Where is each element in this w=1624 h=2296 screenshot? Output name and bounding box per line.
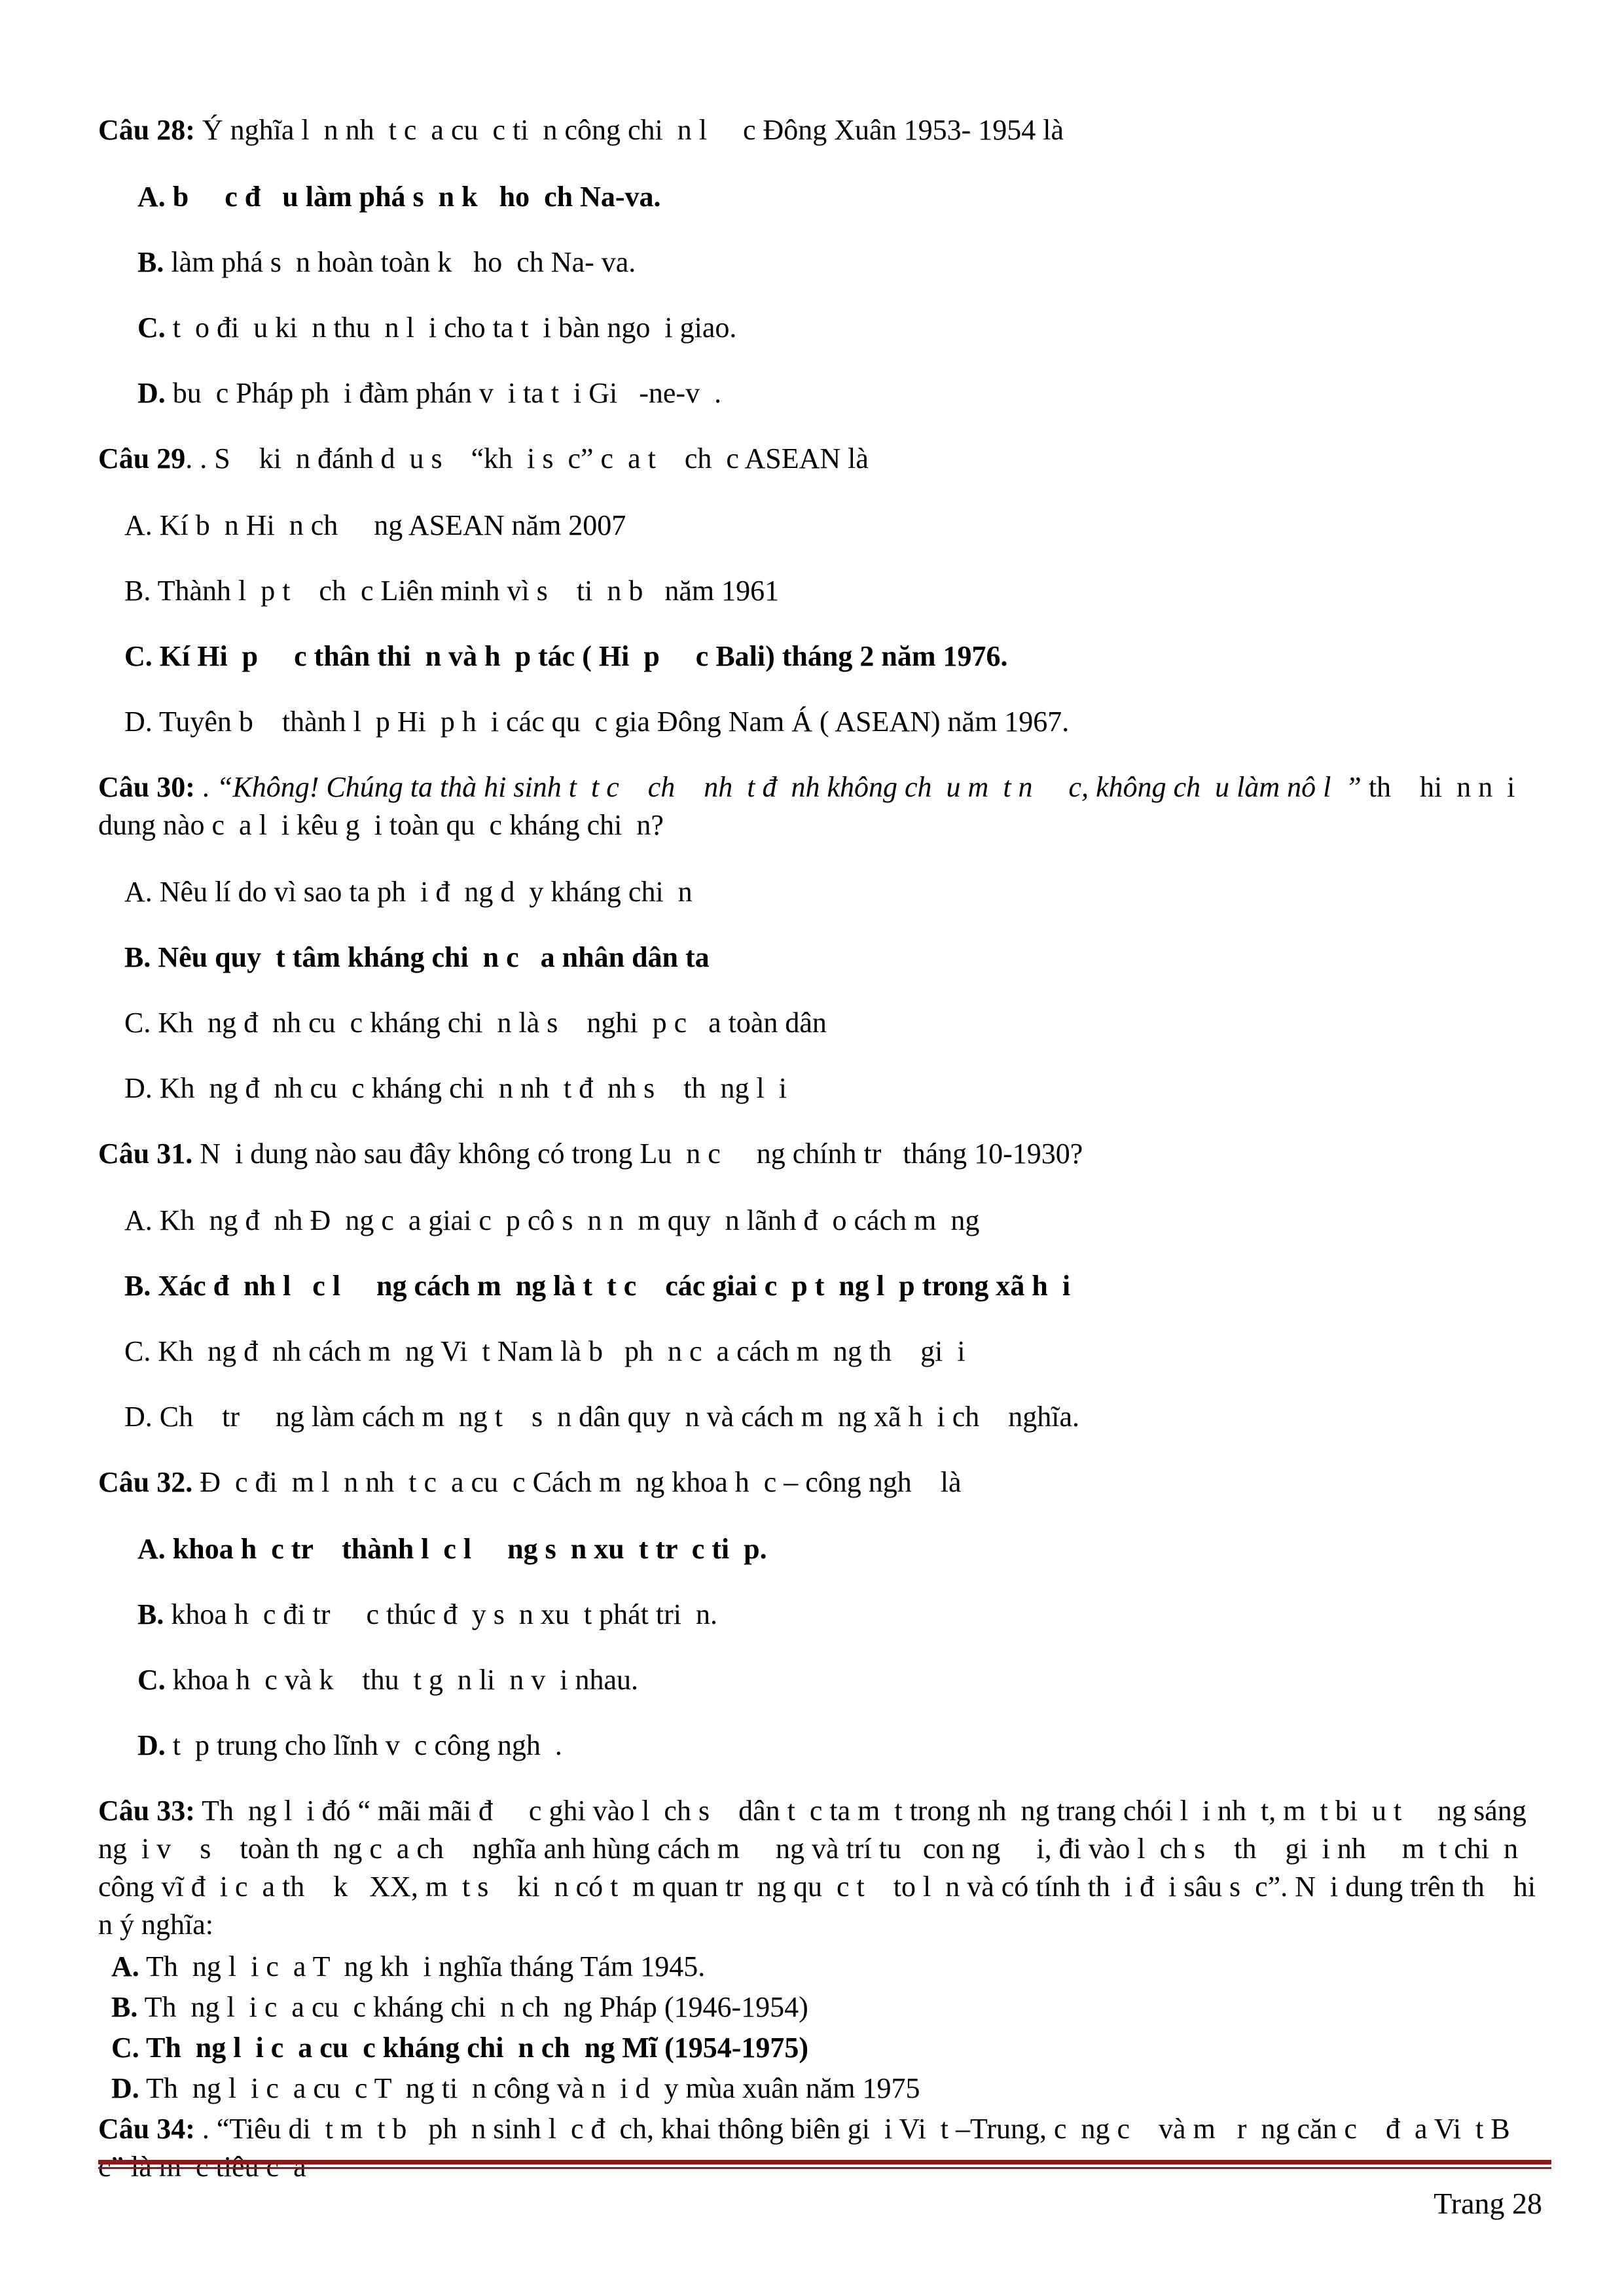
option-label: A. — [137, 181, 166, 213]
question-34 — [98, 2110, 1538, 2186]
option-d — [98, 1727, 1538, 1765]
question-number: Câu 30: — [98, 771, 195, 803]
option-b — [98, 939, 1538, 977]
question-number: Câu 28: — [98, 114, 195, 146]
option-c — [98, 1333, 1538, 1371]
option-b — [98, 243, 1538, 281]
question-text: . “Tiêu di t m t b ph n sinh l c đ ch, khai thông biên gi i Vi t –Trung, c ng c và m r ng căn c đ a Vi t B — [202, 2113, 1510, 2145]
question-number: Câu 29 — [98, 442, 186, 475]
option-text: Th ng l i c a T ng kh i nghĩa tháng Tám 1945. — [139, 1950, 706, 1982]
option-text: Kh ng đ nh cu c kháng chi n nh t đ nh s th ng l i — [152, 1072, 787, 1104]
option-label: B. — [124, 1270, 151, 1302]
option-label: B. — [137, 246, 164, 278]
question-text: . . S ki n đánh d u s “kh i s c” c a t ch c ASEAN là — [185, 442, 869, 475]
question-28 — [98, 111, 1538, 149]
option-label: D. — [124, 1072, 153, 1104]
option-text: Th ng l i c a cu c kháng chi n ch ng Pháp (1946-1954) — [137, 1991, 808, 2023]
option-text: Ch tr ng làm cách m ng t s n dân quy n và cách m ng xã h i ch nghĩa. — [152, 1401, 1080, 1433]
option-text: Kh ng đ nh cách m ng Vi t Nam là b ph n c a cách m ng th gi i — [151, 1335, 965, 1367]
option-label: B. — [124, 941, 151, 973]
question-text: Đ c đi m l n nh t c a cu c Cách m ng khoa h c – công ngh là — [192, 1466, 962, 1498]
option-label: C. — [124, 640, 153, 672]
option-text: Tuyên b thành l p Hi p h i các qu c gia Đông Nam Á ( ASEAN) năm 1967. — [152, 706, 1070, 738]
option-label: C. — [137, 312, 166, 344]
question-text: Th ng l i đó “ mãi mãi đ c ghi vào l ch s dân t c ta m t trong nh ng trang chói l i nh t, m t bi u t ng sáng ng i v s toàn th ng c a ch nghĩa anh hùng cách m ng và trí tu con ng i, đi vào l ch s th gi i nh m t chi n công vĩ đ i c a th k XX, m t s ki n có t m quan tr ng qu c t to l n và có tính th i đ i sâu s c”. N i dung trên th hi n ý nghĩa: — [98, 1795, 1551, 1941]
question-30 — [98, 768, 1538, 844]
option-a — [98, 1202, 1538, 1240]
option-text: Nêu quy t tâm kháng chi n c a nhân dân ta — [151, 941, 710, 973]
option-b — [98, 1267, 1538, 1305]
option-label: B. — [124, 575, 151, 607]
option-label: C. — [137, 1664, 166, 1696]
question-29 — [98, 440, 1538, 478]
option-text: Xác đ nh l c l ng cách m ng là t t c các giai c p t ng l p trong xã h i — [151, 1270, 1071, 1302]
options-group — [98, 1948, 1538, 2108]
option-c — [98, 2029, 1538, 2067]
option-text: Kh ng đ nh cu c kháng chi n là s nghi p c a toàn dân — [151, 1007, 827, 1039]
option-b — [98, 572, 1538, 610]
option-d — [98, 2070, 1538, 2108]
option-text: bu c Pháp ph i đàm phán v i ta t i Gi -ne-v . — [165, 377, 722, 409]
option-label: D. — [137, 377, 166, 409]
footer-rule-thick — [98, 2160, 1551, 2164]
option-d — [98, 374, 1538, 412]
option-d — [98, 703, 1538, 741]
option-label: B. — [137, 1598, 164, 1630]
page-number: Trang 28 — [1434, 2187, 1542, 2220]
option-label: C. — [111, 2032, 139, 2064]
option-text: Nêu lí do vì sao ta ph i đ ng d y kháng chi n — [152, 876, 693, 908]
option-d — [98, 1069, 1538, 1107]
question-text: Ý nghĩa l n nh t c a cu c ti n công chi n l c Đông Xuân 1953- 1954 là — [194, 114, 1064, 146]
option-a — [98, 873, 1538, 911]
option-label: A. — [124, 1204, 153, 1236]
option-c — [98, 1661, 1538, 1699]
question-number: Câu 31. — [98, 1138, 193, 1170]
option-label: C. — [124, 1007, 151, 1039]
option-label: D. — [124, 706, 153, 738]
option-text: Th ng l i c a cu c T ng ti n công và n i d y mùa xuân năm 1975 — [139, 2072, 920, 2104]
option-text: Thành l p t ch c Liên minh vì s ti n b năm 1961 — [151, 575, 780, 607]
option-text: t o đi u ki n thu n l i cho ta t i bàn ngo i giao. — [165, 312, 737, 344]
option-text: t p trung cho lĩnh v c công ngh . — [165, 1729, 562, 1761]
option-text: Kí b n Hi n ch ng ASEAN năm 2007 — [152, 509, 626, 541]
option-text: khoa h c và k thu t g n li n v i nhau. — [165, 1664, 639, 1696]
question-text: th hi n n i dung nào c a l i kêu g i toàn qu c kháng chi n? — [98, 771, 1523, 841]
option-label: A. — [137, 1533, 166, 1565]
question-number: Câu 33: — [98, 1795, 195, 1827]
option-label: D. — [137, 1729, 166, 1761]
option-label: B. — [111, 1991, 138, 2023]
question-prefix: . — [194, 771, 217, 803]
option-d — [98, 1398, 1538, 1436]
option-a — [98, 1530, 1538, 1568]
option-text: Th ng l i c a cu c kháng chi n ch ng Mĩ (1954-1975) — [139, 2032, 809, 2064]
footer-rule-thin — [98, 2167, 1551, 2169]
option-a — [98, 178, 1538, 216]
footer-divider — [98, 2160, 1551, 2169]
option-label: C. — [124, 1335, 151, 1367]
option-label: A. — [111, 1950, 139, 1982]
option-a — [98, 507, 1538, 545]
question-33 — [98, 1792, 1551, 1944]
option-b — [98, 1596, 1538, 1634]
option-text: khoa h c tr thành l c l ng s n xu t tr c ti p. — [165, 1533, 767, 1565]
option-c — [98, 1004, 1538, 1042]
option-label: D. — [111, 2072, 139, 2104]
option-text: Kí Hi p c thân thi n và h p tác ( Hi p c Bali) tháng 2 năm 1976. — [152, 640, 1008, 672]
question-32 — [98, 1463, 1538, 1501]
question-31 — [98, 1135, 1538, 1173]
option-b — [98, 1988, 1538, 2026]
option-text: khoa h c đi tr c thúc đ y s n xu t phát tri n. — [164, 1598, 718, 1630]
option-text: b c đ u làm phá s n k ho ch Na-va. — [165, 181, 661, 213]
option-label: D. — [124, 1401, 153, 1433]
option-text: làm phá s n hoàn toàn k ho ch Na- va. — [164, 246, 636, 278]
question-quote: “Không! Chúng ta thà hi sinh t t c ch nh t đ nh không ch u m t n c, không ch u làm nô l ” — [216, 771, 1362, 803]
question-number: Câu 32. — [98, 1466, 193, 1498]
document-page — [98, 111, 1551, 2190]
option-a — [98, 1948, 1538, 1986]
option-text: Kh ng đ nh Đ ng c a giai c p cô s n n m quy n lãnh đ o cách m ng — [152, 1204, 980, 1236]
option-c — [98, 309, 1538, 347]
question-number: Câu 34: — [98, 2113, 195, 2145]
option-c — [98, 637, 1538, 675]
question-text: N i dung nào sau đây không có trong Lu n c ng chính tr tháng 10-1930? — [192, 1138, 1083, 1170]
option-label: A. — [124, 876, 153, 908]
option-label: A. — [124, 509, 153, 541]
